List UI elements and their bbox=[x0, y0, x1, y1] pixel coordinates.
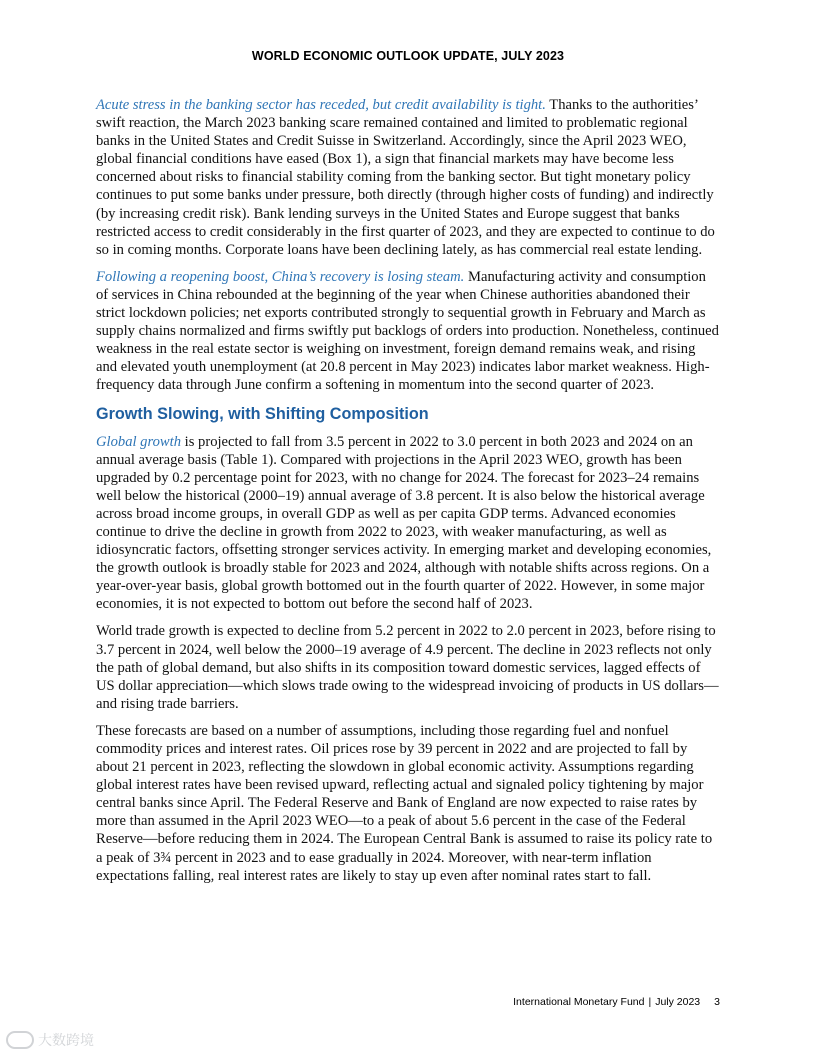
header-title: WORLD ECONOMIC OUTLOOK UPDATE, JULY 2023 bbox=[251, 49, 565, 63]
watermark bbox=[6, 1030, 94, 1050]
paragraph-lead: Global growth bbox=[96, 433, 182, 450]
paragraph-world-trade: World trade growth is expected to decline from 5.2 percent in 2022 to 2.0 percent in 2023, before rising to 3.7 percent in 2024, well below the 2000–19 average of 4.9 percent. The decline in 2023 reflects not only the path of global demand, but also shifts in its composition toward domestic services, lagged effects of US dollar appreciation—which slows trade owing to the widespread invoicing of products in US dollars—and rising trade barriers. bbox=[96, 623, 719, 712]
paragraph-text: Manufacturing activity and consumption of services in China rebounded at the beginning of the year when Chinese authorities abandoned their strict lockdown policies; net exports contributed strongly to sequential growth in February and March as supply chains normalized and firms swiftly put backlogs of orders into production. Nonetheless, continued weakness in the real estate sector is weighing on investment, foreign demand remains weak, and rising and elevated youth unemployment (at 20.8 percent in May 2023) indicates labor market weakness. High-frequency data through June confirm a softening in momentum into the second quarter of 2023. bbox=[96, 268, 719, 394]
section-heading: Growth Slowing, with Shifting Composition bbox=[96, 404, 429, 423]
page-footer bbox=[513, 996, 720, 1008]
footer-separator: | bbox=[648, 996, 652, 1008]
paragraph-assumptions: These forecasts are based on a number of assumptions, including those regarding fuel and nonfuel commodity prices and interest rates. Oil prices rose by 39 percent in 2022 and are projected to fall by about 21 percent in 2023, reflecting the slowdown in global economic activity. Assumptions regarding global interest rates have been revised upward, reflecting actual and signaled policy tightening by major central banks since April. The Federal Reserve and Bank of England are now expected to raise rates by more than assumed in the April 2023 WEO—to a peak of about 5.6 percent in the case of the Federal Reserve—before reducing them in 2024. The European Central Bank is assumed to raise its policy rate to a peak of 3¾ percent in 2023 and to ease gradually in 2024. Moreover, with near-term inflation expectations falling, real interest rates are likely to stay up even after nominal rates start to fall. bbox=[96, 722, 713, 884]
paragraph-text: is projected to fall from 3.5 percent in 2022 to 3.0 percent in both 2023 and 2024 on an annual average basis (Table 1). Compared with projections in the April 2023 WEO, growth has been upgraded by 0.2 percentage point for 2023, with no change for 2024. The forecast for 2023–24 remains well below the historical (2000–19) annual average of 3.8 percent. It is also below the historical average across broad income groups, in overall GDP as well as per capita GDP terms. Advanced economies continue to drive the decline in growth from 2022 to 2023, with weaker manufacturing, as well as idiosyncratic factors, offsetting stronger services activity. In emerging market and developing economies, the growth outlook is broadly stable for 2023 and 2024, although with notable shifts across regions. On a year-over-year basis, global growth bottomed out in the fourth quarter of 2022. However, in some major economies, it is not expected to bottom out before the second half of 2023. bbox=[96, 433, 712, 613]
paragraph-china bbox=[96, 268, 720, 395]
paragraph-banking bbox=[96, 96, 720, 259]
page-header bbox=[0, 49, 816, 63]
footer-date: July 2023 bbox=[655, 996, 701, 1008]
paragraph-global-growth bbox=[96, 433, 720, 614]
paragraph-lead: Following a reopening boost, China’s recovery is losing steam. bbox=[96, 268, 465, 285]
watermark-text: 大数跨境 bbox=[38, 1033, 94, 1049]
logo-icon bbox=[6, 1031, 34, 1049]
page-number: 3 bbox=[714, 996, 720, 1008]
document-body bbox=[96, 96, 720, 894]
paragraph-text: Thanks to the authorities’ swift reaction, the March 2023 banking scare remained contained and limited to problematic regional banks in the United States and Credit Suisse in Switzerland. Accordingly, since the April 2023 WEO, global financial conditions have eased (Box 1), a sign that financial markets may have become less concerned about risks to financial stability coming from the banking sector. But tight monetary policy continues to put some banks under pressure, both directly (through higher costs of funding) and indirectly (by increasing credit risk). Bank lending surveys in the United States and Europe suggest that banks restricted access to credit considerably in the first quarter of 2023, and they are expected to continue to do so in coming months. Corporate loans have been declining lately, as has commercial real estate lending. bbox=[96, 97, 715, 258]
footer-publisher: International Monetary Fund bbox=[513, 996, 645, 1008]
paragraph-lead: Acute stress in the banking sector has receded, but credit availability is tight. bbox=[96, 97, 546, 113]
